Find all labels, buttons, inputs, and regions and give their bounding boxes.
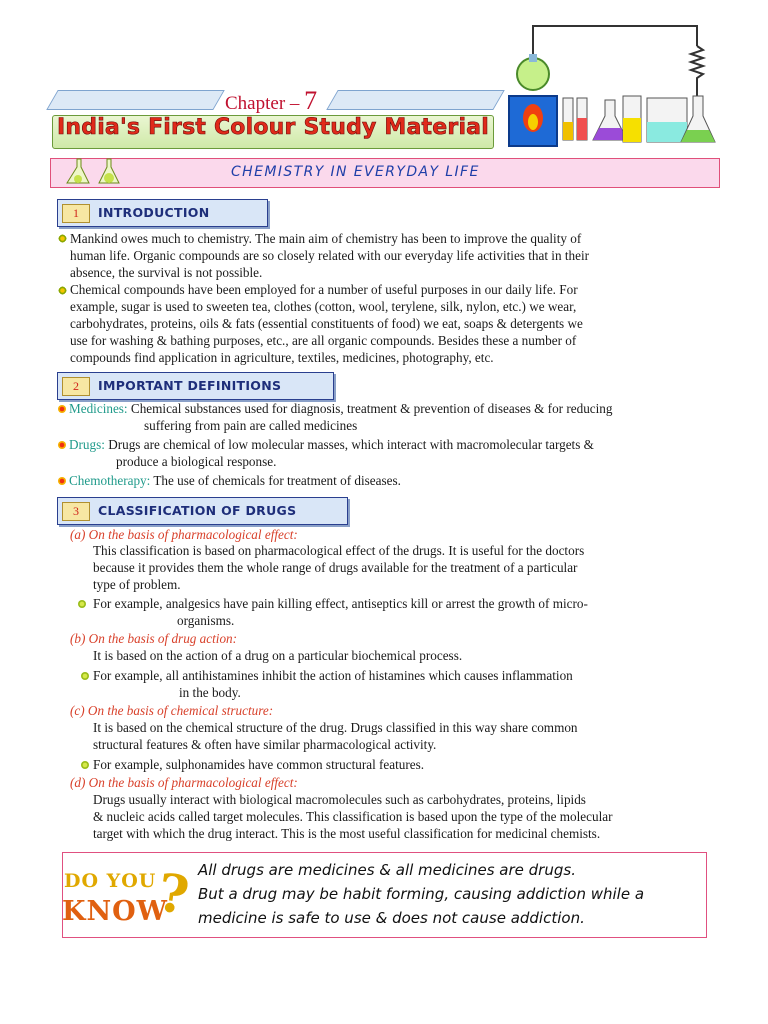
dyk-line: All drugs are medicines & all medicines are drugs. [198,861,576,879]
do-you-label: DO YOU [64,870,157,892]
banner [52,115,494,149]
red-bullet-icon [58,405,66,413]
section-title: INTRODUCTION [98,205,210,220]
sun-bullet-icon [58,286,67,295]
chapter-bar-right [326,90,505,110]
example-line: organisms. [177,613,235,628]
chapter-title-box [50,158,720,188]
intro-line: Chemical compounds have been employed for a number of useful purposes in our daily life. For [70,282,578,297]
chapter-title: CHEMISTRY IN EVERYDAY LIFE [231,164,480,180]
intro-line: compounds find application in agriculture, textiles, medicines, photography, etc. [70,350,494,365]
intro-line: example, sugar is used to sweeten tea, clothes (cotton, wool, terylene, silk, nylon, etc.) we wear, [70,299,577,314]
classification-line: because it provides them the whole range of drugs available for the treatment of a particular [93,560,578,575]
subsection-heading: (c) On the basis of chemical structure: [70,703,274,718]
definition-text: Chemical substances used for diagnosis, treatment & prevention of diseases & for reducing [127,401,613,416]
intro-line: carbohydrates, proteins, oils & fats (essential constituents of food) we eat, soaps & detergents we [70,316,583,331]
example-line: For example, analgesics have pain killing effect, antiseptics kill or arrest the growth of micro- [93,596,588,611]
definition-line [69,436,594,454]
definition-term: Chemotherapy: [69,473,151,488]
subsection-heading: (d) On the basis of pharmacological effect: [70,775,298,790]
chapter-label-text: Chapter – [225,93,300,114]
chapter-number: 7 [304,86,318,115]
subsection-heading: (a) On the basis of pharmacological effect: [70,527,298,542]
example-line: in the body. [179,685,241,700]
dyk-line: But a drug may be habit forming, causing addiction while a [198,885,645,903]
section-title: IMPORTANT DEFINITIONS [98,378,282,393]
definition-line [69,400,613,418]
section-number: 3 [62,502,90,521]
section-number: 2 [62,377,90,396]
classification-line: It is based on the action of a drug on a particular biochemical process. [93,648,463,663]
definition-term: Drugs: [69,437,105,452]
example-line: For example, all antihistamines inhibit the action of histamines which causes inflammation [93,668,573,683]
sun-bullet-icon [58,234,67,243]
intro-line: Mankind owes much to chemistry. The main aim of chemistry has been to improve the quality of [70,231,582,246]
definition-term: Medicines: [69,401,128,416]
intro-line: use for washing & bathing purposes, etc., are all organic compounds. Besides these a number of [70,333,577,348]
definition-text: The use of chemicals for treatment of diseases. [150,473,401,488]
know-label: KNOW [62,896,168,927]
intro-line: absence, the survival is not possible. [70,265,263,280]
subsection-heading: (b) On the basis of drug action: [70,631,238,646]
classification-line: target with which the drug interact. This is the most useful classification for medicinal chemists. [93,826,601,841]
definition-line: produce a biological response. [116,454,277,469]
section-title: CLASSIFICATION OF DRUGS [98,503,297,518]
section-number: 1 [62,204,90,223]
dyk-line: medicine is safe to use & does not cause addiction. [198,909,585,927]
classification-line: type of problem. [93,577,181,592]
classification-line: structural features & often have similar pharmacological activity. [93,737,437,752]
chapter-label [225,86,317,116]
classification-line: It is based on the chemical structure of the drug. Drugs classified in this way share common [93,720,578,735]
lab-apparatus-illustration [505,18,730,150]
flask-icon [63,155,125,189]
question-mark-icon: ? [153,862,193,927]
section-header-introduction [57,199,268,227]
section-header-definitions [57,372,334,400]
example-line: For example, sulphonamides have common structural features. [93,757,425,772]
definition-line: suffering from pain are called medicines [144,418,358,433]
section-header-classification [57,497,348,525]
classification-line: Drugs usually interact with biological macromolecules such as carbohydrates, proteins, lipids [93,792,586,807]
definition-text: Drugs are chemical of low molecular masses, which interact with macromolecular targets & [104,437,594,452]
red-bullet-icon [58,441,66,449]
banner-text: India's First Colour Study Material [57,115,489,140]
definition-line [69,472,401,490]
red-bullet-icon [58,477,66,485]
green-bullet-icon [81,672,89,680]
green-bullet-icon [81,761,89,769]
green-bullet-icon [78,600,86,608]
chapter-bar-left [46,90,225,110]
classification-line: & nucleic acids called target molecules. This classification is based upon the type of the molecular [93,809,613,824]
intro-line: human life. Organic compounds are so closely related with our everyday life activities that in their [70,248,590,263]
classification-line: This classification is based on pharmacological effect of the drugs. It is useful for the doctors [93,543,585,558]
